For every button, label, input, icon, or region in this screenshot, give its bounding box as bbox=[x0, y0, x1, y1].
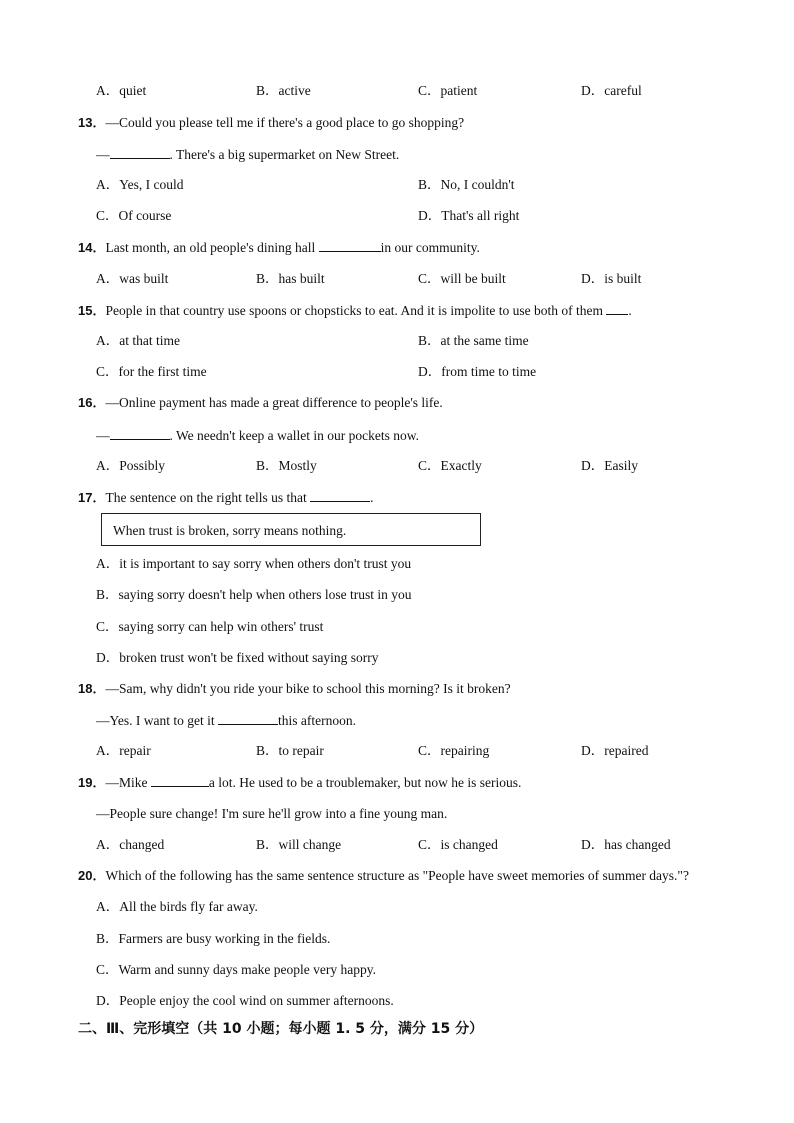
q19-stem bbox=[78, 773, 521, 792]
q17-option-b: B．saying sorry doesn't help when others lose trust in you bbox=[96, 587, 412, 602]
q17-option-d: D．broken trust won't be fixed without saying sorry bbox=[96, 650, 379, 665]
q18-option-d: D．repaired bbox=[581, 743, 649, 758]
q14-text-after: in our community. bbox=[380, 240, 480, 255]
q17-text-after: . bbox=[370, 490, 374, 505]
q19-reply: —People sure change! I'm sure he'll grow into a fine young man. bbox=[96, 806, 448, 821]
q14-stem bbox=[78, 238, 480, 257]
q16-text: —Online payment has made a great difference to people's life. bbox=[105, 395, 443, 410]
q18-number: 18． bbox=[78, 681, 106, 696]
q16-option-c: C．Exactly bbox=[418, 458, 482, 473]
q16-answer-blank bbox=[110, 426, 170, 440]
q16-reply-suffix: . We needn't keep a wallet in our pockets now. bbox=[169, 428, 420, 443]
q17-text-before: The sentence on the right tells us that bbox=[105, 490, 311, 505]
q18-answer-blank bbox=[218, 711, 278, 725]
q17-answer-blank bbox=[310, 488, 370, 502]
q13-option-b: B．No, I couldn't bbox=[418, 177, 515, 192]
q19-text-before: —Mike bbox=[105, 775, 151, 790]
q14-answer-blank bbox=[319, 238, 381, 252]
q15-stem bbox=[78, 301, 632, 320]
q18-option-c: C．repairing bbox=[418, 743, 490, 758]
q19-option-c: C．is changed bbox=[418, 837, 498, 852]
q13-option-c: C．Of course bbox=[96, 208, 172, 223]
q16-option-d: D．Easily bbox=[581, 458, 638, 473]
q20-option-a: A．All the birds fly far away. bbox=[96, 899, 258, 914]
q13-option-a: A．Yes, I could bbox=[96, 177, 184, 192]
q17-quote-text: When trust is broken, sorry means nothing. bbox=[113, 523, 347, 538]
q13-answer-blank bbox=[110, 145, 170, 159]
q17-option-a: A．it is important to say sorry when others don't trust you bbox=[96, 556, 412, 571]
q16-reply bbox=[96, 426, 419, 445]
q18-text: —Sam, why didn't you ride your bike to school this morning? Is it broken? bbox=[105, 681, 511, 696]
q14-text-before: Last month, an old people's dining hall bbox=[105, 240, 319, 255]
q16-reply-prefix: — bbox=[96, 428, 110, 443]
section-heading: 二、Ⅲ、完形填空（共 10 小题；每小题 1. 5 分，满分 15 分） bbox=[78, 1021, 484, 1037]
q17-option-c: C．saying sorry can help win others' trust bbox=[96, 619, 324, 634]
q19-text-after: a lot. He used to be a troublemaker, but now he is serious. bbox=[208, 775, 522, 790]
q19-option-a: A．changed bbox=[96, 837, 165, 852]
q20-number: 20． bbox=[78, 868, 106, 883]
q14-option-a: A．was built bbox=[96, 271, 169, 286]
q12-option-d: D．careful bbox=[581, 83, 642, 98]
q18-stem bbox=[78, 680, 511, 698]
q16-option-a: A．Possibly bbox=[96, 458, 166, 473]
q13-number: 13． bbox=[78, 115, 106, 130]
q15-option-b: B．at the same time bbox=[418, 333, 529, 348]
q18-reply-before: —Yes. I want to get it bbox=[96, 713, 219, 728]
q14-option-b: B．has built bbox=[256, 271, 325, 286]
q15-text-after: . bbox=[628, 303, 632, 318]
q19-number: 19． bbox=[78, 775, 106, 790]
q13-option-d: D．That's all right bbox=[418, 208, 520, 223]
q19-answer-blank bbox=[151, 773, 209, 787]
q13-reply bbox=[96, 145, 399, 164]
q16-number: 16． bbox=[78, 395, 106, 410]
q13-stem bbox=[78, 114, 464, 132]
q13-reply-prefix: — bbox=[96, 147, 110, 162]
q17-stem bbox=[78, 488, 374, 507]
q17-quote-box bbox=[101, 513, 481, 546]
q15-option-a: A．at that time bbox=[96, 333, 180, 348]
q16-option-b: B．Mostly bbox=[256, 458, 317, 473]
q14-number: 14． bbox=[78, 240, 106, 255]
q19-option-d: D．has changed bbox=[581, 837, 671, 852]
q15-text-before: People in that country use spoons or chopsticks to eat. And it is impolite to use both of them bbox=[105, 303, 607, 318]
q12-option-b: B．active bbox=[256, 83, 311, 98]
q12-option-c: C．patient bbox=[418, 83, 478, 98]
q18-option-a: A．repair bbox=[96, 743, 151, 758]
q15-option-d: D．from time to time bbox=[418, 364, 537, 379]
q16-stem bbox=[78, 394, 443, 412]
q18-option-b: B．to repair bbox=[256, 743, 324, 758]
q20-text: Which of the following has the same sentence structure as "People have sweet memories of summer days."? bbox=[105, 868, 689, 883]
q15-option-c: C．for the first time bbox=[96, 364, 207, 379]
q14-option-c: C．will be built bbox=[418, 271, 506, 286]
q18-reply-after: this afternoon. bbox=[278, 713, 356, 728]
q12-option-a: A．quiet bbox=[96, 83, 147, 98]
q20-option-d: D．People enjoy the cool wind on summer afternoons. bbox=[96, 993, 394, 1008]
q13-reply-suffix: . There's a big supermarket on New Street. bbox=[169, 147, 400, 162]
q17-number: 17． bbox=[78, 490, 106, 505]
q20-stem bbox=[78, 867, 689, 885]
q15-number: 15． bbox=[78, 303, 106, 318]
q19-option-b: B．will change bbox=[256, 837, 342, 852]
q20-option-c: C．Warm and sunny days make people very happy. bbox=[96, 962, 376, 977]
q13-text: —Could you please tell me if there's a good place to go shopping? bbox=[105, 115, 465, 130]
q14-option-d: D．is built bbox=[581, 271, 642, 286]
q15-answer-blank bbox=[606, 301, 628, 315]
q20-option-b: B．Farmers are busy working in the fields. bbox=[96, 931, 331, 946]
q18-reply bbox=[96, 711, 356, 730]
